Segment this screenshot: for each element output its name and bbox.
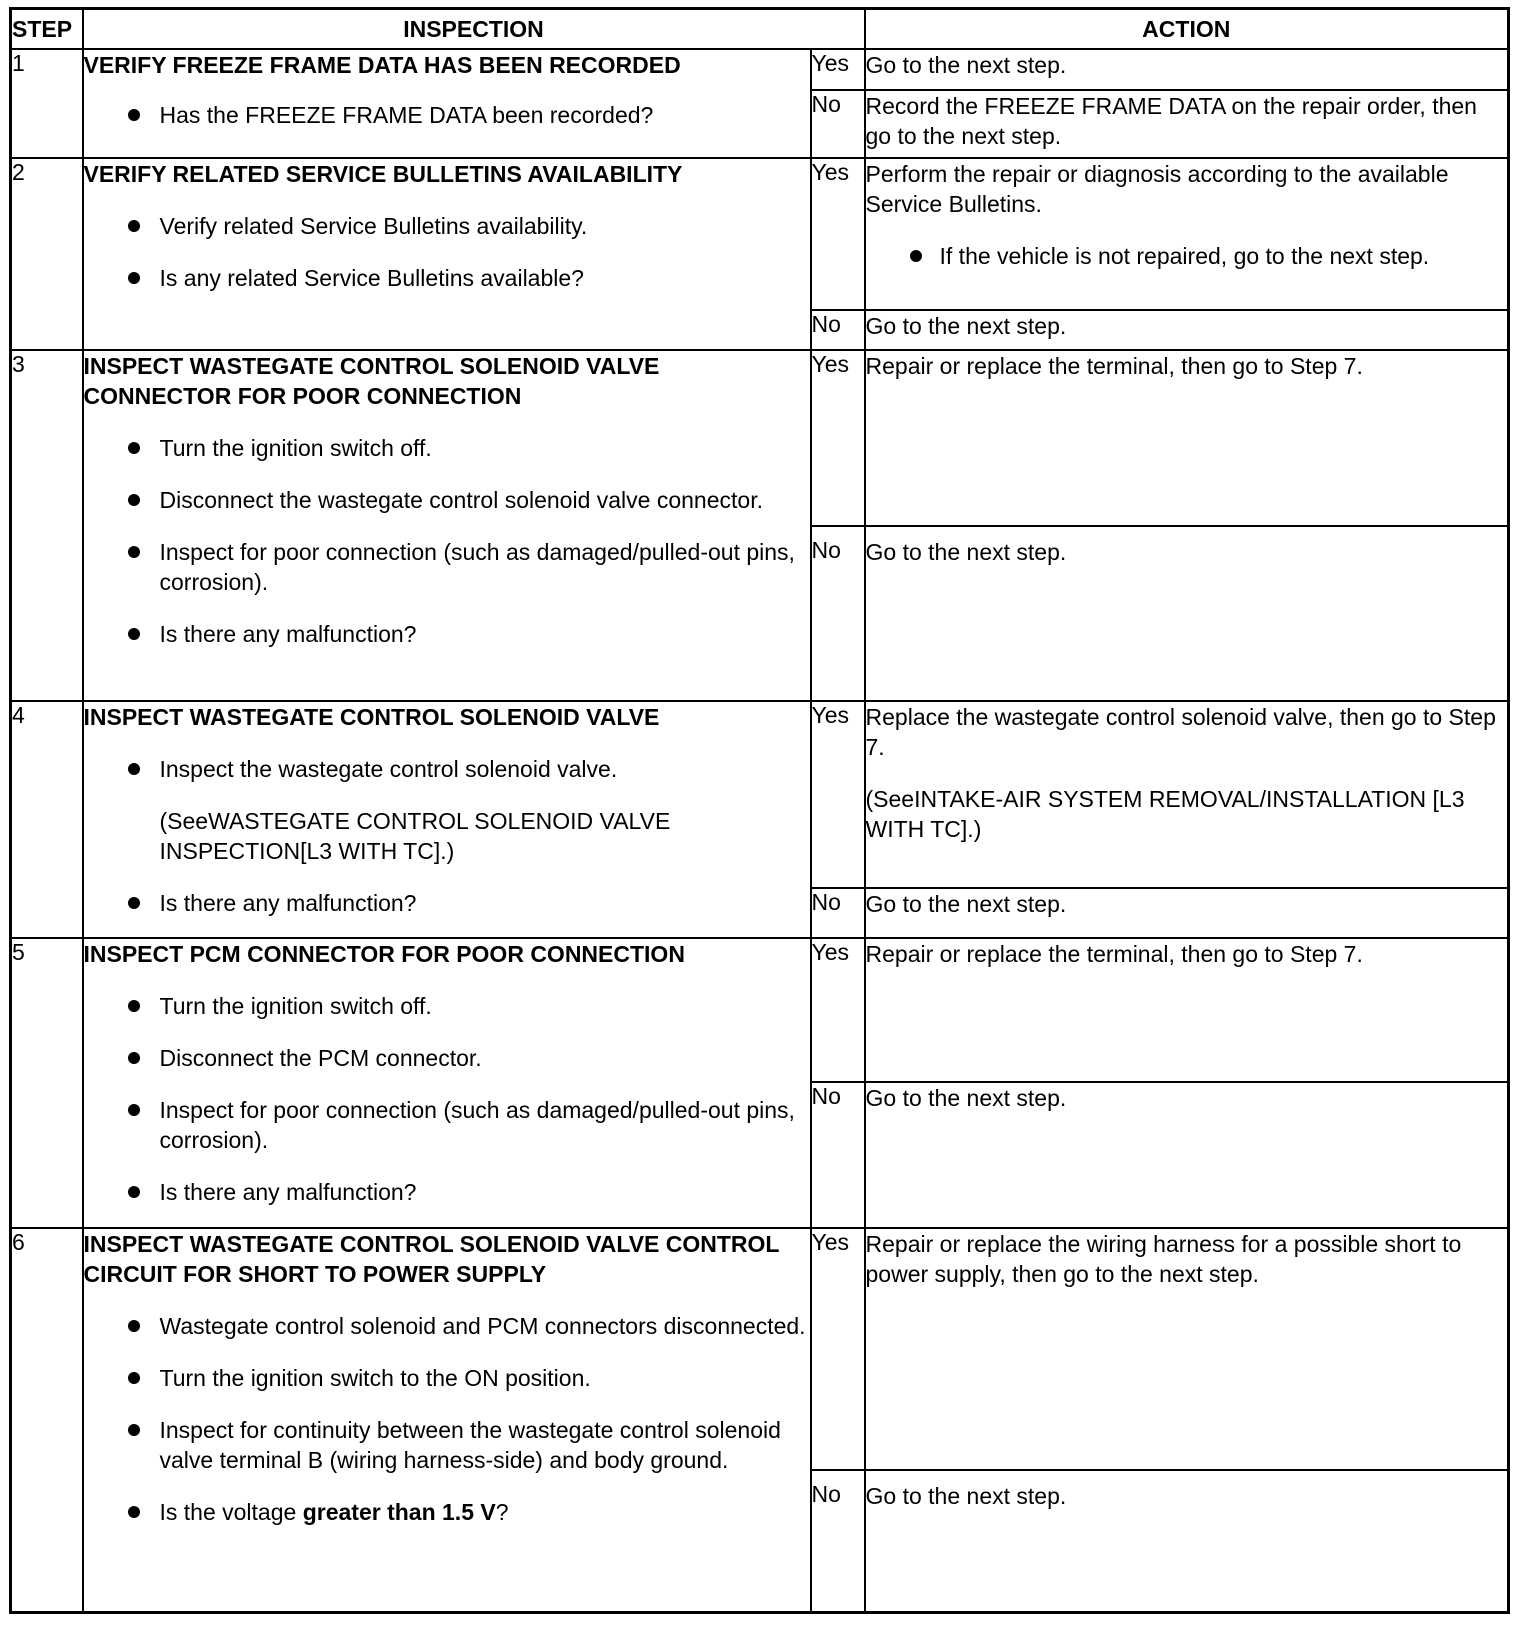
yes-action [865, 701, 1509, 888]
inspection-bullet [84, 537, 810, 597]
bullet-text: Verify related Service Bulletins availability. [159, 213, 588, 239]
step-title: INSPECT WASTEGATE CONTROL SOLENOID VALVE [83, 704, 660, 730]
bullet-text: If the vehicle is not repaired, go to the next step. [939, 243, 1430, 269]
bullet-text: Is there any malfunction? [159, 1179, 417, 1205]
inspection-bullet [84, 888, 810, 918]
inspection-bullet [84, 1043, 810, 1073]
step-number: 3 [11, 350, 83, 701]
yes-label: Yes [811, 49, 865, 90]
step-2-yes-row [11, 158, 1509, 310]
step-number: 5 [11, 938, 83, 1228]
no-label: No [811, 310, 865, 350]
no-label: No [811, 1082, 865, 1228]
no-action [865, 90, 1509, 158]
action-text: Go to the next step. [865, 1483, 1067, 1509]
bullet-icon [128, 628, 140, 640]
inspection-bullet [84, 485, 810, 515]
step-title: VERIFY RELATED SERVICE BULLETINS AVAILABILITY [83, 161, 683, 187]
step-title: INSPECT WASTEGATE CONTROL SOLENOID VALVE CONNECTOR FOR POOR CONNECTION [83, 353, 660, 409]
bullet-icon [128, 1372, 140, 1384]
action-reference: (SeeINTAKE-AIR SYSTEM REMOVAL/INSTALLATION [L3 WITH TC].) [865, 786, 1465, 842]
no-action [865, 888, 1509, 938]
action-text: Go to the next step. [865, 52, 1067, 78]
step-1-yes-row [11, 49, 1509, 90]
bullet-text-prefix: Is the voltage [159, 1499, 303, 1525]
action-text: Go to the next step. [865, 1085, 1067, 1111]
yes-action [865, 158, 1509, 310]
header-row [11, 9, 1509, 50]
bullet-icon [910, 250, 922, 262]
yes-action [865, 938, 1509, 1082]
step-number: 1 [11, 49, 83, 158]
action-text: Repair or replace the terminal, then go to Step 7. [865, 353, 1363, 379]
no-action [865, 1470, 1509, 1612]
step-4-yes-row [11, 701, 1509, 888]
no-label: No [811, 1470, 865, 1612]
bullet-text: Inspect for poor connection (such as damaged/pulled-out pins, corrosion). [159, 539, 795, 595]
action-sub-bullet [866, 241, 1508, 271]
no-label: No [811, 888, 865, 938]
action-text: Repair or replace the wiring harness for a possible short to power supply, then go to the next step. [865, 1231, 1462, 1287]
bullet-text: Turn the ignition switch off. [159, 993, 432, 1019]
bullet-icon [128, 1506, 140, 1518]
step-title: INSPECT WASTEGATE CONTROL SOLENOID VALVE CONTROL CIRCUIT FOR SHORT TO POWER SUPPLY [83, 1231, 780, 1287]
action-text: Go to the next step. [865, 313, 1067, 339]
yes-label: Yes [811, 350, 865, 526]
step-number: 2 [11, 158, 83, 350]
inspection-bullet [84, 1095, 810, 1155]
inspection-bullet [84, 991, 810, 1021]
bullet-text: Is there any malfunction? [159, 890, 417, 916]
bullet-text: Disconnect the wastegate control solenoid valve connector. [159, 487, 763, 513]
no-action [865, 526, 1509, 701]
bullet-icon [128, 442, 140, 454]
step-inspection [83, 49, 811, 158]
bullet-icon [128, 1052, 140, 1064]
header-step: STEP [11, 9, 83, 50]
bullet-text: Turn the ignition switch to the ON position. [159, 1365, 591, 1391]
bullet-icon [128, 897, 140, 909]
step-inspection [83, 938, 811, 1228]
inspection-bullet [84, 1311, 810, 1341]
no-action [865, 1082, 1509, 1228]
action-text: Repair or replace the terminal, then go to Step 7. [865, 941, 1363, 967]
bullet-icon [128, 109, 140, 121]
header-action: ACTION [865, 9, 1509, 50]
inspection-bullet [84, 1177, 810, 1207]
bullet-text: Is any related Service Bulletins available? [159, 265, 584, 291]
bullet-icon [128, 1424, 140, 1436]
no-label: No [811, 526, 865, 701]
header-inspection: INSPECTION [83, 9, 865, 50]
inspection-bullet [84, 754, 810, 784]
bullet-icon [128, 1320, 140, 1332]
yes-action [865, 350, 1509, 526]
inspection-bullet [84, 263, 810, 293]
voltage-threshold: greater than 1.5 V [302, 1499, 496, 1525]
step-title: INSPECT PCM CONNECTOR FOR POOR CONNECTION [83, 941, 685, 967]
bullet-icon [128, 546, 140, 558]
action-text: Go to the next step. [865, 539, 1067, 565]
bullet-icon [128, 272, 140, 284]
yes-action [865, 1228, 1509, 1470]
bullet-text: Inspect for continuity between the wastegate control solenoid valve terminal B (wiring harness-side) and body ground. [159, 1417, 781, 1473]
bullet-icon [128, 1000, 140, 1012]
bullet-text-suffix: ? [495, 1499, 509, 1525]
inspection-bullet [84, 433, 810, 463]
inspection-reference: (SeeWASTEGATE CONTROL SOLENOID VALVE INSPECTION[L3 WITH TC].) [159, 808, 671, 864]
inspection-bullet [84, 1415, 810, 1475]
bullet-icon [128, 763, 140, 775]
step-6-yes-row [11, 1228, 1509, 1470]
yes-label: Yes [811, 158, 865, 310]
inspection-bullet [84, 1497, 810, 1527]
bullet-icon [128, 494, 140, 506]
action-text: Perform the repair or diagnosis according to the available Service Bulletins. [865, 161, 1449, 217]
diagnostic-procedure-table [9, 7, 1510, 1614]
inspection-bullet [84, 211, 810, 241]
bullet-text: Is there any malfunction? [159, 621, 417, 647]
step-number: 4 [11, 701, 83, 938]
bullet-text: Disconnect the PCM connector. [159, 1045, 482, 1071]
step-3-yes-row [11, 350, 1509, 526]
bullet-icon [128, 1104, 140, 1116]
yes-action [865, 49, 1509, 90]
bullet-text: Has the FREEZE FRAME DATA been recorded? [159, 102, 654, 128]
inspection-bullet [84, 619, 810, 649]
step-inspection [83, 1228, 811, 1612]
yes-label: Yes [811, 938, 865, 1082]
no-action [865, 310, 1509, 350]
bullet-text: Turn the ignition switch off. [159, 435, 432, 461]
step-inspection [83, 701, 811, 938]
yes-label: Yes [811, 1228, 865, 1470]
bullet-text: Inspect the wastegate control solenoid valve. [159, 756, 618, 782]
bullet-icon [128, 1186, 140, 1198]
action-text: Replace the wastegate control solenoid valve, then go to Step 7. [865, 704, 1496, 760]
no-label: No [811, 90, 865, 158]
step-title: VERIFY FREEZE FRAME DATA HAS BEEN RECORDED [83, 52, 681, 78]
inspection-bullet [84, 100, 810, 130]
bullet-text: Wastegate control solenoid and PCM connectors disconnected. [159, 1313, 806, 1339]
action-text: Go to the next step. [865, 891, 1067, 917]
step-inspection [83, 158, 811, 350]
bullet-icon [128, 220, 140, 232]
step-inspection [83, 350, 811, 701]
step-number: 6 [11, 1228, 83, 1612]
bullet-text [160, 1499, 509, 1525]
bullet-text: Inspect for poor connection (such as damaged/pulled-out pins, corrosion). [159, 1097, 795, 1153]
action-text: Record the FREEZE FRAME DATA on the repair order, then go to the next step. [865, 93, 1477, 149]
step-5-yes-row [11, 938, 1509, 1082]
inspection-bullet [84, 1363, 810, 1393]
yes-label: Yes [811, 701, 865, 888]
